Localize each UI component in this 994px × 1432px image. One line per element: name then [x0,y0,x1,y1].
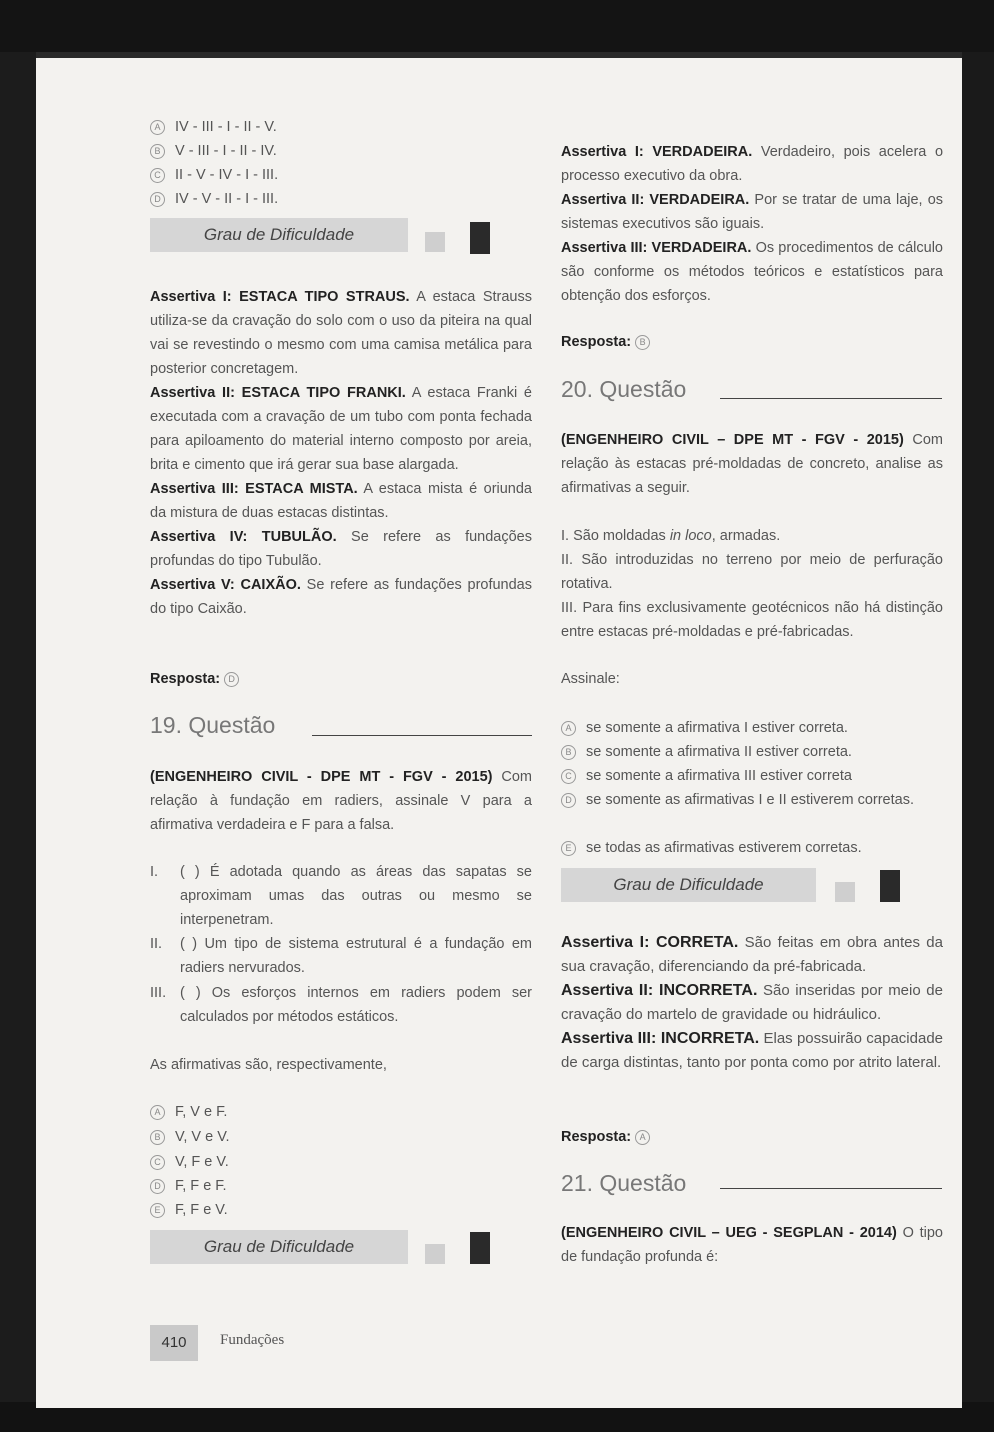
difficulty-bar-3 [425,1244,445,1264]
option-d: D IV - V - II - I - III. [150,187,278,211]
q20-option-e: E se todas as afirmativas estiverem corretas. [561,836,862,860]
scan-right-border [962,52,994,1432]
difficulty-bar-5 [835,882,855,902]
question-21-intro: (ENGENHEIRO CIVIL – UEG - SEGPLAN - 2014) O tipo de fundação profunda é: [561,1225,943,1265]
q20-option-c: C se somente a afirmativa III estiver correta [561,764,852,788]
q19-item-2-num: II. [150,936,163,952]
resposta-right-2: Resposta: A [561,1125,660,1149]
q19-option-e: E F, F e V. [150,1198,228,1222]
correction-block-right: Assertiva I: CORRETA. São feitas em obra antes da sua cravação, diferenciando da pré-fabricada. Assertiva II: INCORRETA. São inseridas por meio de cravação do martelo de gravidade ou hidráulico. Assertiva III: INCORRETA. Elas possuirão capacidade de carga distintas, tanto por ponta como por atrito lateral. [561,934,943,1071]
difficulty-bar-2 [470,222,490,254]
q20-prompt: Assinale: [561,671,620,687]
q20-item-3: III. Para fins exclusivamente geotécnicos não há distinção entre estacas pré-moldadas e pré-fabricadas. [561,600,943,640]
q19-option-a: A F, V e F. [150,1100,227,1124]
question-21-title: 21. Questão [561,1170,687,1196]
difficulty-bar-6 [880,870,900,902]
assertiva-block-right: Assertiva I: VERDADEIRA. Verdadeiro, pois acelera o processo executivo da obra. Assertiva II: VERDADEIRA. Por se tratar de uma laje, os sistemas executivos são iguais. Assertiva III: VERDADEIRA. Os procedimentos de cálculo são conforme os métodos teóricos e estatísticos para obtenção dos esforços. [561,144,944,304]
q19-item-1: ( ) É adotada quando as áreas das sapatas se aproximam umas das outras ou mesmo se interpenetram. [180,864,532,928]
q19-option-d: D F, F e F. [150,1174,227,1198]
q19-item-2: ( ) Um tipo de sistema estrutural é a fundação em radiers nervurados. [180,936,532,976]
question-19-intro: (ENGENHEIRO CIVIL - DPE MT - FGV - 2015) Com relação à fundação em radiers, assinale V para a afirmativa verdadeira e F para a falsa. [150,769,532,833]
option-a: A IV - III - I - II - V. [150,115,277,139]
resposta-right: Resposta: B [561,330,660,354]
difficulty-label-2: Grau de Dificuldade [150,1230,408,1264]
difficulty-label: Grau de Dificuldade [150,218,408,252]
q19-item-3-num: III. [150,985,167,1001]
question-20-rule [720,398,942,399]
resposta-left: Resposta: D [150,667,249,691]
q19-option-c: C V, F e V. [150,1150,229,1174]
assertiva-block-left: Assertiva I: ESTACA TIPO STRAUS. A estaca Strauss utiliza-se da cravação do solo com o uso da piteira na qual vai se revestindo o mesmo com uma camisa metálica para posterior concretagem. Assertiva II: ESTACA TIPO FRANKI. A estaca Franki é executada com a cravação de um tubo com ponta fechada para apiloamento do material interno composto por areia, brita e cimento que irá gerar sua base alargada. Assertiva III: ESTACA MISTA. A estaca mista é oriunda da mistura de duas estacas distintas. Assertiva IV: TUBULÃO. Se refere as fundações profundas do tipo Tubulão. Assertiva V: CAIXÃO. Se refere as fundações profundas do tipo Caixão. [150,289,532,617]
q19-option-b: B V, V e V. [150,1125,230,1149]
q19-prompt: As afirmativas são, respectivamente, [150,1057,387,1073]
section-label: Fundações [220,1332,285,1348]
difficulty-bar-4 [470,1232,490,1264]
q20-option-b: B se somente a afirmativa II estiver correta. [561,740,852,764]
question-20-intro: (ENGENHEIRO CIVIL – DPE MT - FGV - 2015) Com relação às estacas pré-moldadas de concreto, analise as afirmativas a seguir. [561,432,943,496]
question-19-rule [312,735,532,736]
q19-item-3: ( ) Os esforços internos em radiers podem ser calculados por métodos estáticos. [180,985,532,1025]
option-c: C II - V - IV - I - III. [150,163,278,187]
difficulty-label-3: Grau de Dificuldade [561,868,816,902]
scan-top-border [0,0,994,52]
question-19-title: 19. Questão [150,712,276,738]
q20-option-a: A se somente a afirmativa I estiver correta. [561,716,848,740]
q20-option-d: D se somente as afirmativas I e II estiverem corretas. [561,788,943,812]
q20-item-1: I. São moldadas in loco, armadas. [561,528,781,544]
page-number: 410 [150,1325,198,1361]
q19-item-1-num: I. [150,864,159,880]
option-b: B V - III - I - II - IV. [150,139,277,163]
question-20-title: 20. Questão [561,376,687,402]
difficulty-bar-1 [425,232,445,252]
question-21-rule [720,1188,942,1189]
q20-item-2: II. São introduzidas no terreno por meio de perfuração rotativa. [561,552,943,592]
